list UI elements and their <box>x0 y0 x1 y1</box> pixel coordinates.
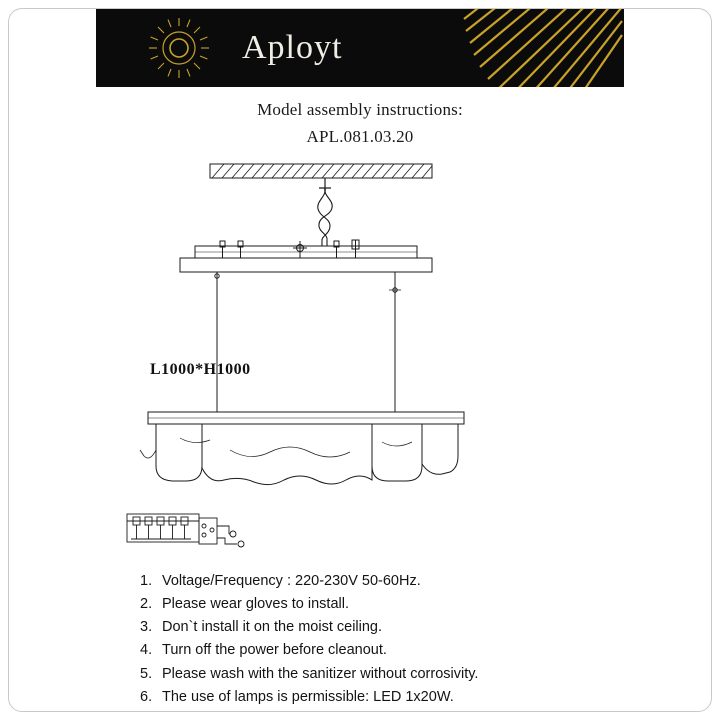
list-item-text: The use of lamps is permissible: LED 1x20W. <box>162 688 454 705</box>
list-item <box>140 572 610 591</box>
list-item-number: 6. <box>140 688 153 705</box>
list-item-number: 2. <box>140 596 153 613</box>
title-block <box>0 100 720 147</box>
dimension-label: L1000*H1000 <box>150 361 251 378</box>
list-item-text: Please wash with the sanitizer without corrosivity. <box>162 665 479 682</box>
list-item-text: Please wear gloves to install. <box>162 596 349 613</box>
header-banner <box>96 9 624 87</box>
pendant-lamp-assembly-diagram <box>120 150 610 510</box>
page-title: Model assembly instructions: <box>257 100 463 119</box>
instructions-list <box>140 572 610 711</box>
sunburst-logo-icon <box>148 17 210 79</box>
list-item-text: Don`t install it on the moist ceiling. <box>162 619 383 636</box>
model-code: APL.081.03.20 <box>306 127 414 146</box>
list-item-number: 3. <box>140 619 153 636</box>
list-item <box>140 618 610 637</box>
list-item <box>140 665 610 684</box>
list-item-text: Turn off the power before cleanout. <box>162 642 387 659</box>
ray-fan-icon <box>404 9 624 87</box>
list-item <box>140 641 610 660</box>
list-item-number: 1. <box>140 573 153 589</box>
list-item-number: 4. <box>140 642 153 659</box>
brand-name: Aployt <box>242 29 343 66</box>
list-item <box>140 595 610 614</box>
terminal-block-wiring-diagram <box>125 508 255 564</box>
list-item-text: Voltage/Frequency : 220-230V 50-60Hz. <box>162 573 421 589</box>
list-item <box>140 688 610 707</box>
list-item-number: 5. <box>140 665 153 682</box>
